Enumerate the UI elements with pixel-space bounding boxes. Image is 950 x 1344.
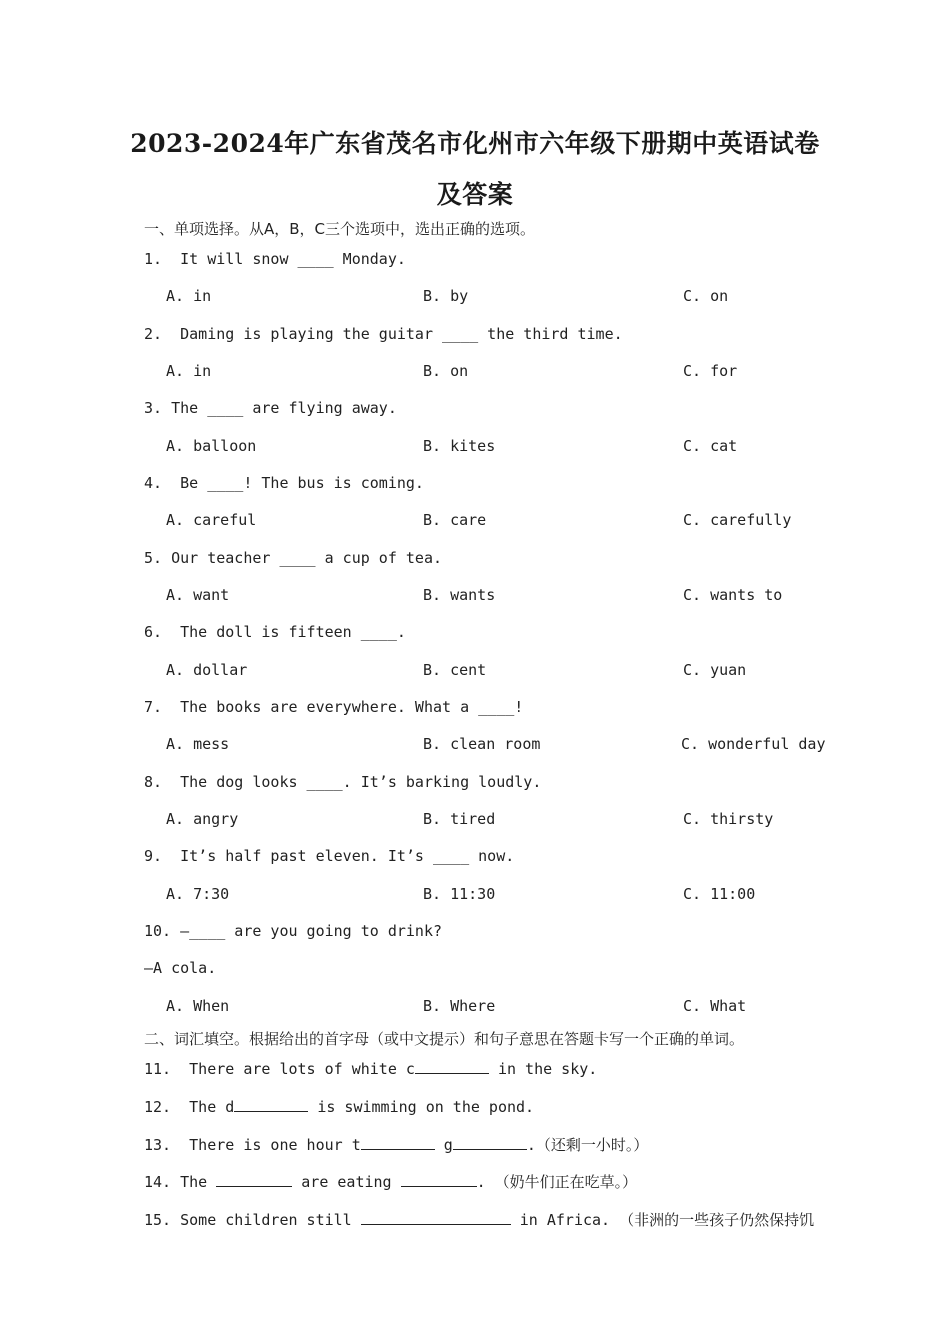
q13-text-mid: g: [434, 1136, 453, 1154]
q9-option-c: C. 11:00: [683, 885, 756, 903]
q13-blank-1[interactable]: [361, 1135, 435, 1150]
q8-option-a: A. angry: [166, 810, 239, 828]
page-title-line2: 及答案: [436, 180, 514, 209]
q6-option-b: B. cent: [423, 661, 487, 679]
q9-option-a: A. 7:30: [166, 885, 230, 903]
q2-option-c: C. for: [683, 362, 738, 380]
q10-option-c: C. What: [683, 997, 747, 1015]
q4-option-c: C. carefully: [683, 511, 792, 529]
q6-option-a: A. dollar: [166, 661, 248, 679]
question-7: 7. The books are everywhere. What a ____!: [144, 698, 524, 716]
q11-blank[interactable]: [415, 1059, 489, 1074]
q8-option-c: C. thirsty: [683, 810, 774, 828]
q11-text: 11. There are lots of white c: [144, 1060, 415, 1078]
q5-option-a: A. want: [166, 586, 230, 604]
question-8: 8. The dog looks ____. It’s barking loudly.: [144, 773, 542, 791]
question-14: [144, 1171, 637, 1192]
question-10: 10. —____ are you going to drink?: [144, 922, 443, 940]
q8-option-b: B. tired: [423, 810, 496, 828]
q10-option-a: A. When: [166, 997, 230, 1015]
question-10-answer-line: —A cola.: [144, 959, 217, 977]
q12-blank[interactable]: [234, 1097, 308, 1112]
q7-option-b: B. clean room: [423, 735, 541, 753]
q15-text-end: in Africa. （非洲的一些孩子仍然保持饥: [510, 1211, 815, 1229]
question-12: [144, 1097, 534, 1116]
question-11: [144, 1059, 597, 1078]
question-6: 6. The doll is fifteen ____.: [144, 623, 406, 641]
q13-text-end: .（还剩一小时。）: [526, 1136, 649, 1154]
q11-text-end: in the sky.: [488, 1060, 598, 1078]
q7-option-c: C. wonderful day: [681, 735, 826, 753]
q1-option-c: C. on: [683, 287, 729, 305]
q2-option-b: B. on: [423, 362, 469, 380]
question-2: 2. Daming is playing the guitar ____ the third time.: [144, 325, 623, 343]
q5-option-c: C. wants to: [683, 586, 783, 604]
question-9: 9. It’s half past eleven. It’s ____ now.: [144, 847, 515, 865]
q12-text-end: is swimming on the pond.: [308, 1098, 535, 1116]
q14-blank-2[interactable]: [401, 1172, 477, 1187]
q14-blank-1[interactable]: [216, 1172, 292, 1187]
q14-text: 14. The: [144, 1173, 217, 1191]
question-15: [144, 1209, 814, 1230]
q1-option-a: A. in: [166, 287, 212, 305]
q3-option-b: B. kites: [423, 437, 496, 455]
q14-text-end: . （奶牛们正在吃草。）: [476, 1173, 638, 1191]
q9-option-b: B. 11:30: [423, 885, 496, 903]
question-3: 3. The ____ are flying away.: [144, 399, 397, 417]
q6-option-c: C. yuan: [683, 661, 747, 679]
q13-blank-2[interactable]: [453, 1135, 527, 1150]
q15-text: 15. Some children still: [144, 1211, 361, 1229]
q5-option-b: B. wants: [423, 586, 496, 604]
q4-option-b: B. care: [423, 511, 487, 529]
q12-text: 12. The d: [144, 1098, 235, 1116]
q14-text-mid: are eating: [292, 1173, 401, 1191]
q1-option-b: B. by: [423, 287, 469, 305]
question-1: 1. It will snow ____ Monday.: [144, 250, 406, 268]
section2-heading: 二、词汇填空。根据给出的首字母（或中文提示）和句子意思在答题卡写一个正确的单词。: [144, 1030, 745, 1048]
section1-heading: 一、单项选择。从A，B，C三个选项中，选出正确的选项。: [144, 220, 536, 238]
q10-option-b: B. Where: [423, 997, 496, 1015]
q3-option-a: A. balloon: [166, 437, 257, 455]
q15-blank[interactable]: [361, 1210, 511, 1225]
q2-option-a: A. in: [166, 362, 212, 380]
q4-option-a: A. careful: [166, 511, 257, 529]
question-4: 4. Be ____! The bus is coming.: [144, 474, 424, 492]
q13-text: 13. There is one hour t: [144, 1136, 361, 1154]
question-5: 5. Our teacher ____ a cup of tea.: [144, 549, 443, 567]
q7-option-a: A. mess: [166, 735, 230, 753]
q3-option-c: C. cat: [683, 437, 738, 455]
question-13: [144, 1134, 648, 1155]
page-title: 2023-2024年广东省茂名市化州市六年级下册期中英语试卷: [130, 129, 820, 158]
